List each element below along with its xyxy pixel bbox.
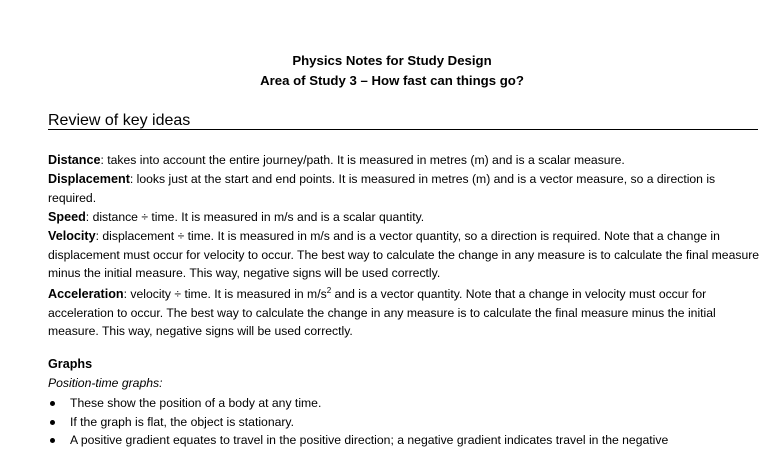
acceleration-text-start: : velocity ÷ time. It is measured in m/s: [123, 287, 327, 301]
speed-text: : distance ÷ time. It is measured in m/s and is a scalar quantity.: [85, 210, 425, 224]
velocity-definition: [48, 227, 760, 283]
review-heading: Review of key ideas: [48, 111, 758, 130]
bullet-icon: [50, 420, 55, 425]
graphs-heading: Graphs: [48, 357, 93, 371]
position-time-subheading: [48, 374, 162, 392]
list-item: [48, 413, 760, 432]
displacement-text: : looks just at the start and end points. It is measured in metres (m) and is a vector measure, so a direction is required.: [48, 172, 716, 205]
displacement-term: Displacement: [48, 172, 130, 186]
bullet-text: If the graph is flat, the object is stationary.: [70, 414, 295, 429]
list-item: [48, 394, 760, 413]
acceleration-text-end: and is a vector quantity. Note that a change in velocity must occur for acceleration to occur. The best way to calculate the change in any measure is to calculate the final measure minus the initial measure. This way, negative signs will be used correctly.: [48, 287, 716, 339]
position-time-label: Position-time graphs: [48, 376, 160, 390]
bullet-text: A positive gradient equates to travel in the positive direction; a negative gradient indicates travel in the negative: [70, 433, 669, 448]
distance-term: Distance: [48, 153, 101, 167]
distance-text: : takes into account the entire journey/path. It is measured in metres (m) and is a scalar measure.: [100, 153, 625, 167]
distance-definition: [48, 151, 760, 170]
position-time-colon: :: [159, 376, 163, 390]
bullet-text: These show the position of a body at any time.: [70, 396, 322, 410]
acceleration-exponent: 2: [326, 285, 332, 295]
velocity-text: : displacement ÷ time. It is measured in m/s and is a vector quantity, so a direction is required. Note that a change in displacement must occur for velocity to occur. The best way to calculate the change in any measure is to calculate the final measure minus the initial measure. This way, negative signs will be used correctly.: [48, 229, 760, 281]
speed-definition: [48, 208, 760, 227]
document-subtitle: Area of Study 3 – How fast can things go?: [260, 73, 524, 88]
displacement-definition: [48, 170, 760, 207]
position-time-bullet-list: [48, 394, 760, 450]
acceleration-term: Acceleration: [48, 287, 124, 301]
bullet-icon: [50, 401, 55, 406]
speed-term: Speed: [48, 210, 86, 224]
acceleration-definition: [48, 285, 760, 341]
document-title: Physics Notes for Study Design: [292, 53, 492, 68]
velocity-term: Velocity: [48, 229, 96, 243]
